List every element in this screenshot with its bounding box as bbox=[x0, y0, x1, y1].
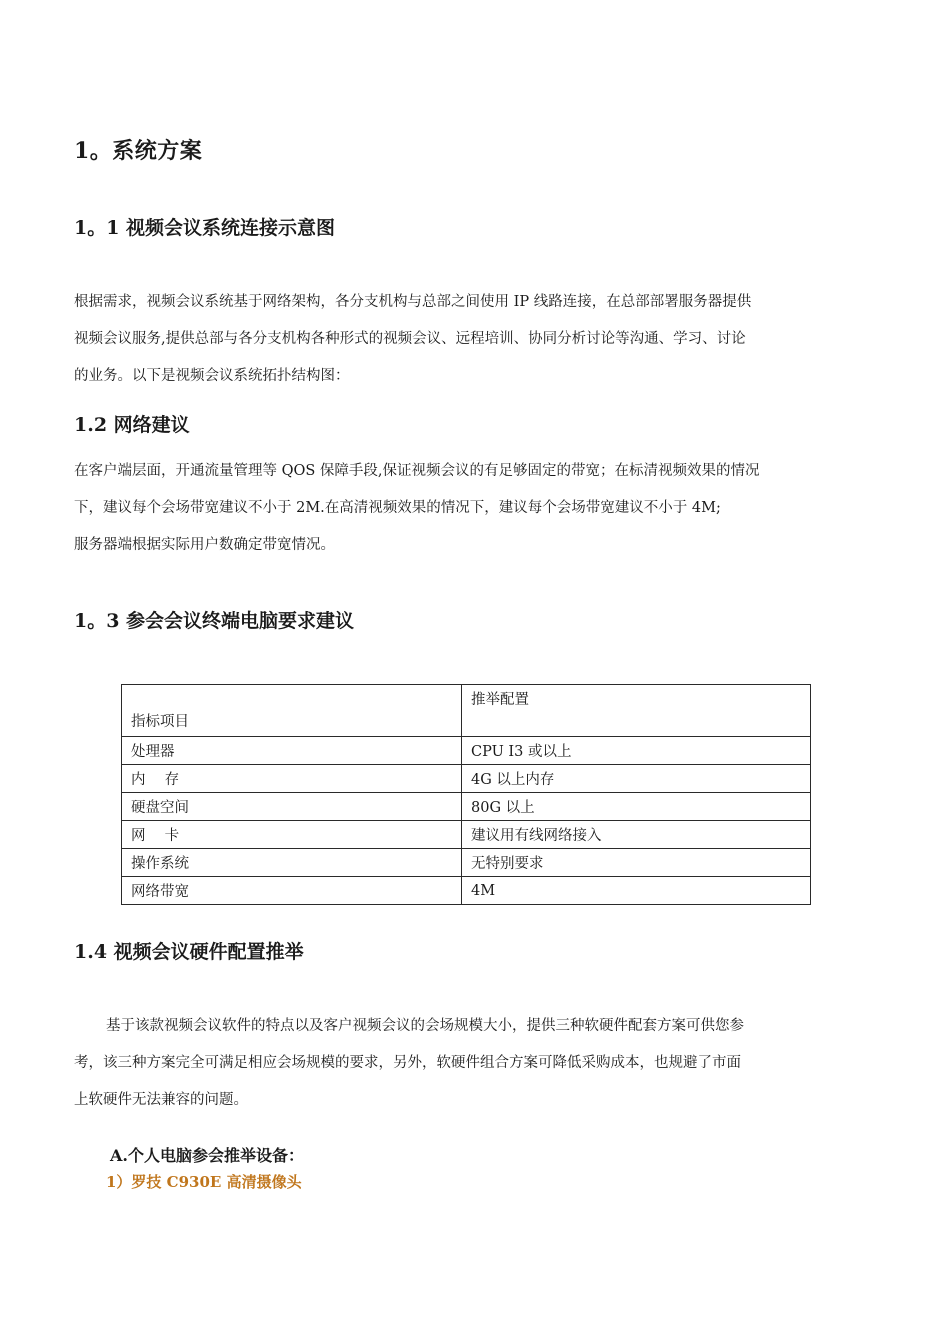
terminal-requirements-table bbox=[121, 684, 811, 905]
section-1-1-paragraph bbox=[74, 284, 864, 395]
paragraph-line: 在客户端层面，开通流量管理等 QOS 保障手段,保证视频会议的有足够固定的带宽；在标清视频效果的情况 bbox=[74, 463, 760, 479]
table-cell: 4G 以上内存 bbox=[462, 765, 811, 793]
table-cell: 处理器 bbox=[122, 737, 462, 765]
section-1-1-title: 1。1 视频会议系统连接示意图 bbox=[74, 217, 336, 239]
table-cell: 建议用有线网络接入 bbox=[462, 821, 811, 849]
paragraph-line: 的业务。以下是视频会议系统拓扑结构图： bbox=[74, 368, 350, 384]
paragraph-line: 服务器端根据实际用户数确定带宽情况。 bbox=[74, 537, 335, 553]
table-row bbox=[122, 821, 811, 849]
section-1-2-title: 1.2 网络建议 bbox=[74, 414, 190, 436]
table-cell: 操作系统 bbox=[122, 849, 462, 877]
table-row bbox=[122, 765, 811, 793]
table-cell: 硬盘空间 bbox=[122, 793, 462, 821]
section-1-4-title: 1.4 视频会议硬件配置推举 bbox=[74, 941, 304, 963]
paragraph-line: 上软硬件无法兼容的问题。 bbox=[74, 1092, 248, 1108]
paragraph-line: 基于该款视频会议软件的特点以及客户视频会议的会场规模大小，提供三种软硬件配套方案可供您参 bbox=[106, 1018, 744, 1034]
table-header-cell: 推举配置 bbox=[462, 685, 811, 737]
table-header-cell: 指标项目 bbox=[122, 685, 462, 737]
table-row bbox=[122, 849, 811, 877]
section-1-title: 1。系统方案 bbox=[74, 138, 203, 164]
subsection-a-heading: A.个人电脑参会推举设备： bbox=[110, 1146, 304, 1165]
table-cell: 80G 以上 bbox=[462, 793, 811, 821]
table-row bbox=[122, 793, 811, 821]
paragraph-line: 视频会议服务,提供总部与各分支机构各种形式的视频会议、远程培训、协同分析讨论等沟通、学习、讨论 bbox=[74, 331, 746, 347]
table-cell: 网络带宽 bbox=[122, 877, 462, 905]
table-cell: 网 卡 bbox=[122, 821, 462, 849]
paragraph-line: 考，该三种方案完全可满足相应会场规模的要求，另外，软硬件组合方案可降低采购成本，也规避了市面 bbox=[74, 1055, 741, 1071]
section-1-2-paragraph bbox=[74, 453, 864, 564]
table-cell: 内 存 bbox=[122, 765, 462, 793]
table-cell: 4M bbox=[462, 877, 811, 905]
paragraph-line: 下，建议每个会场带宽建议不小于 2M.在高清视频效果的情况下，建议每个会场带宽建议不小于 4M; bbox=[74, 500, 721, 516]
table-row bbox=[122, 737, 811, 765]
table-header-row bbox=[122, 685, 811, 737]
table-row bbox=[122, 877, 811, 905]
recommended-item-heading: 1）罗技 C930E 高清摄像头 bbox=[106, 1173, 302, 1191]
section-1-4-paragraph bbox=[74, 1008, 864, 1119]
table-cell: 无特别要求 bbox=[462, 849, 811, 877]
paragraph-line: 根据需求，视频会议系统基于网络架构，各分支机构与总部之间使用 IP 线路连接，在总部部署服务器提供 bbox=[74, 294, 752, 310]
table-cell: CPU I3 或以上 bbox=[462, 737, 811, 765]
section-1-3-title: 1。3 参会会议终端电脑要求建议 bbox=[74, 610, 355, 632]
